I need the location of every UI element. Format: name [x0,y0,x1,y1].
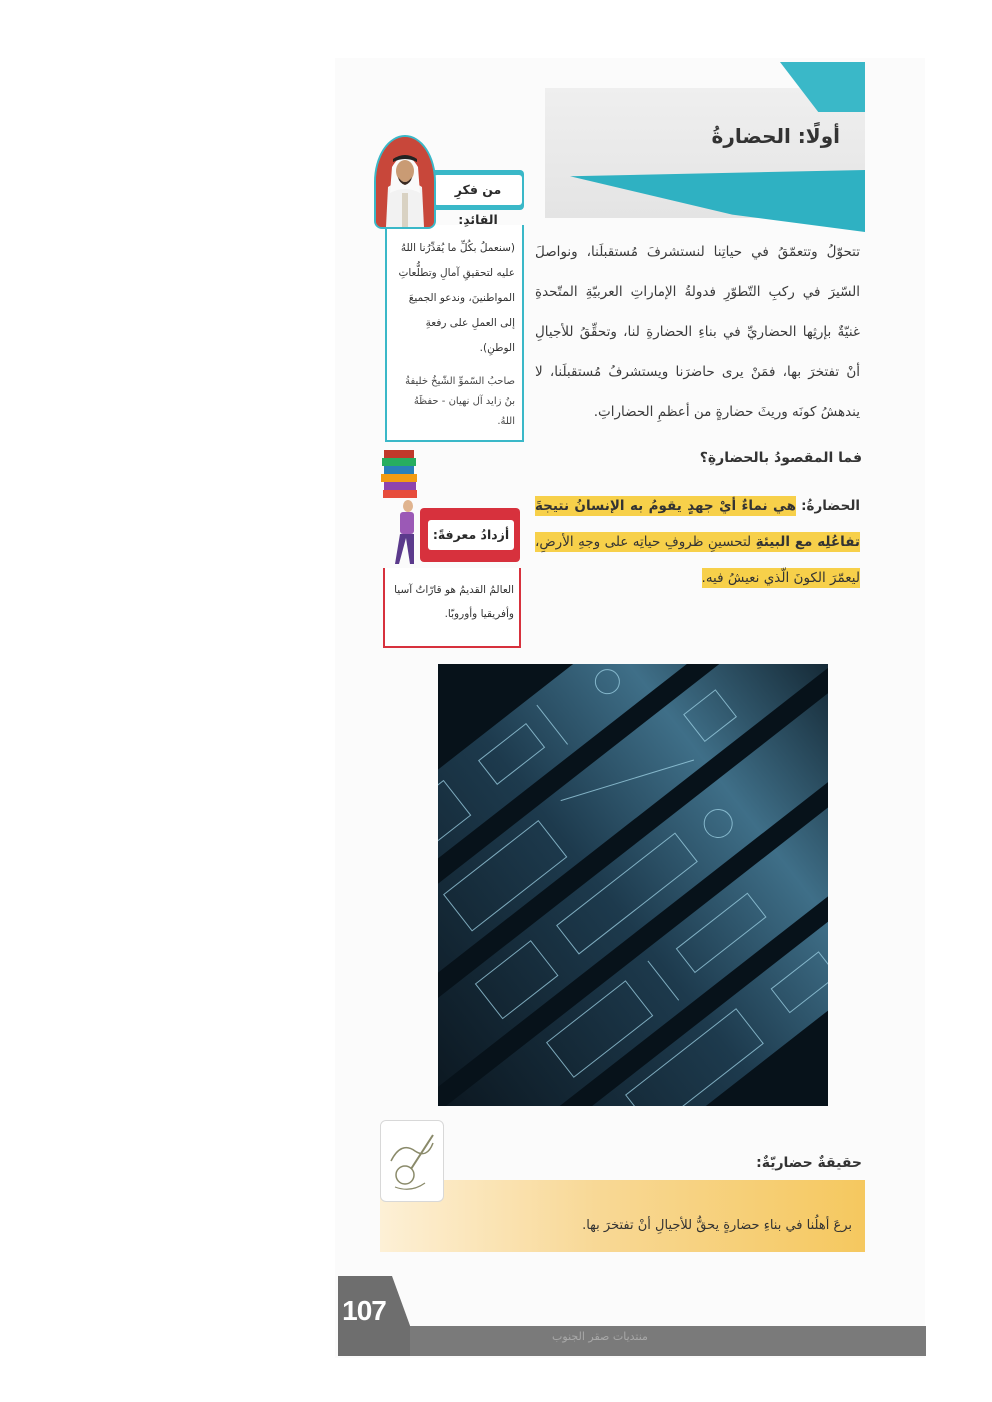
know-more-label: أزدادُ معرفةً: [428,520,514,550]
page-number: 107 [342,1295,386,1326]
know-more-text: العالمُ القديمُ هو قارّاتُ آسيا وأفريقيا وأوروبّا. [394,584,514,620]
student-with-books-illustration [378,448,424,568]
forum-watermark: منتديات صقر الجنوب [552,1330,648,1343]
intro-paragraph: تتحوّلُ وتتعمّقُ في حياتِنا لنستشرفَ مُستقبلَنا، ونواصلَ السّيرَ في ركبِ التّطوّرِ فدولةُ الإماراتِ العربيّةِ المتّحدةِ غنيّةٌ بإرثِها الحضاريِّ في بناءِ الحضارةِ لنا، وتحقِّقُ للأجيالِ أنْ تفتخرَ بها، فمَنْ يرى حاضرَنا ويستشرفُ مُستقبلَنا، لا يندهشُ كونَه وريثَ حضارةٍ من أعظمِ الحضاراتِ. [535,244,860,420]
blueprint-rolls-illustration [438,664,828,1106]
leader-box-label: من فكرِ القائدِ: [434,175,522,205]
definition-rest: لتحسينِ ظروفِ حياتِه على وجهِ الأرضِ، ليعمّرَ الكونَ الّذي نعيشُ فيه. [535,534,860,586]
leader-signature: صاحبُ السّموِّ الشّيخُ خليفةُ بنُ زايد آل نهيان - حفظَهُ اللهُ. [405,376,515,427]
section-title: أولًا: الحضارةُ [711,124,840,148]
leader-quote-text: (سنعملُ بكُلِّ ما يُقدِّرُنا اللهُ عليه لتحقيقِ آمالِ وتطلُّعاتِ المواطنينَ، وندعو الجميعَ إلى العملِ على رفعةِ الوطنِ). [398,242,515,354]
blueprint-photo [438,664,828,1106]
question-heading: فما المقصودُ بالحضارةِ؟ [699,450,862,466]
definition-paragraph [535,488,860,596]
fact-text: برعَ أهلُنا في بناءِ حضارةٍ يحقُّ للأجيالِ أنْ تفتخرَ بها. [582,1218,852,1233]
portrait-illustration [376,137,434,227]
fact-title: حقيقةٌ حضاريّةٌ: [756,1155,862,1171]
fact-band [380,1180,865,1252]
pen-drawing-icon [381,1121,443,1201]
definition-term: الحضارةُ: [801,498,861,514]
definition-lead: هي نماءٌ أيْ جهدٍ يقومُ به الإنسانُ نتيجةَ تفاعُلِه مع البيئةِ [535,498,861,550]
fact-icon-panel [380,1120,444,1202]
leader-portrait-image [374,135,436,229]
